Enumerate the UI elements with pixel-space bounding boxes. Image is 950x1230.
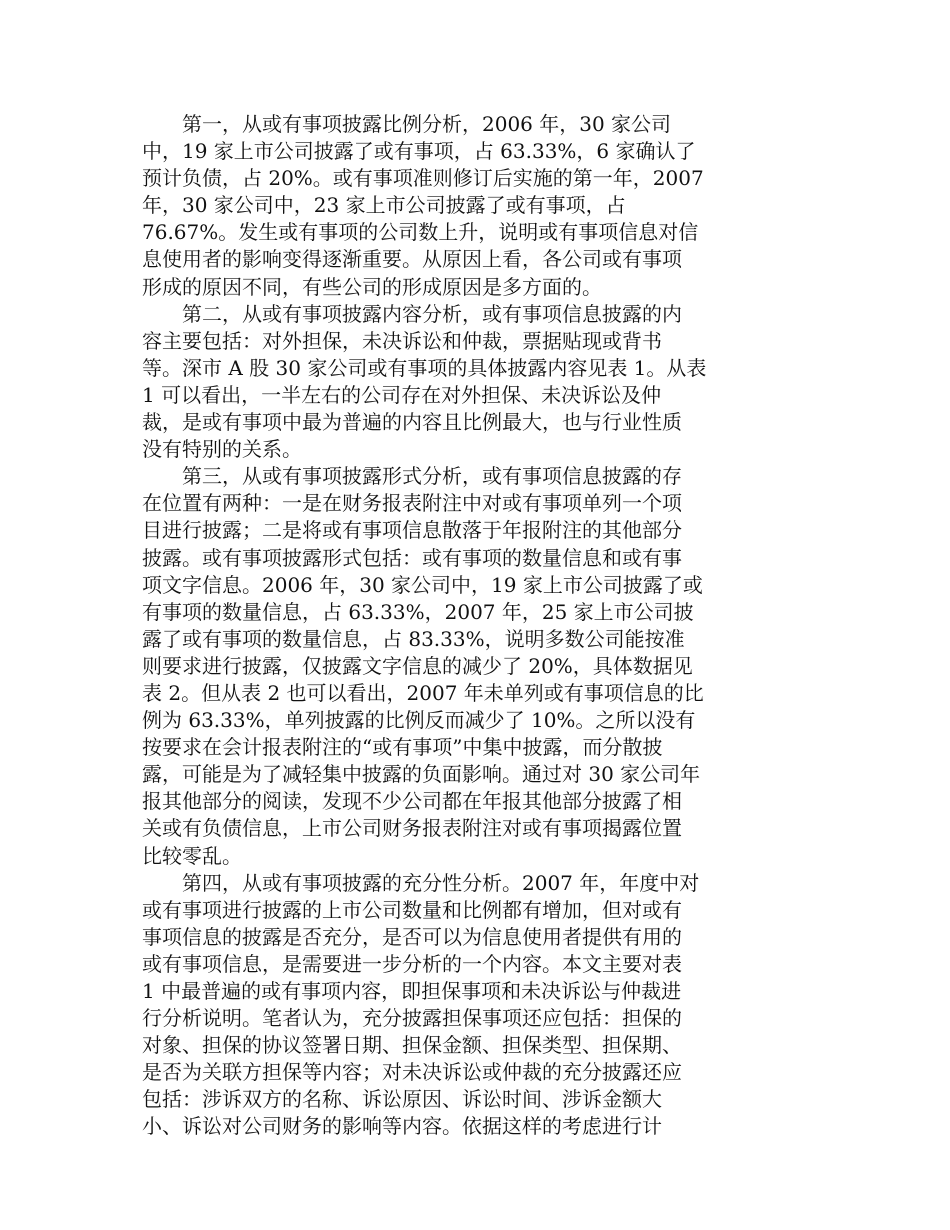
paragraph-2-line-1: 第二，从或有事项披露内容分析，或有事项信息披露的内 — [182, 301, 682, 326]
paragraph-3-line-2: 在位置有两种：一是在财务报表附注中对或有事项单列一个项 — [142, 491, 682, 516]
paragraph-1-line-3: 预计负债，占 20%。或有事项准则修订后实施的第一年，2007 — [142, 166, 704, 191]
paragraph-1-line-7: 形成的原因不同，有些公司的形成原因是多方面的。 — [142, 274, 602, 299]
paragraph-4-line-2: 或有事项进行披露的上市公司数量和比例都有增加，但对或有 — [142, 897, 682, 922]
paragraph-2-line-5: 裁，是或有事项中最为普遍的内容且比例最大，也与行业性质 — [142, 410, 682, 435]
paragraph-4-line-5: 1 中最普遍的或有事项内容，即担保事项和未决诉讼与仲裁进 — [142, 979, 682, 1003]
paragraph-3-line-3: 目进行披露；二是将或有事项信息散落于年报附注的其他部分 — [142, 518, 682, 543]
paragraph-3-line-14: 关或有负债信息，上市公司财务报表附注对或有事项揭露位置 — [142, 816, 682, 841]
paragraph-2-line-4: 1 可以看出，一半左右的公司存在对外担保、未决诉讼及仲 — [142, 382, 662, 407]
paragraph-4-line-7: 对象、担保的协议签署日期、担保金额、担保类型、担保期、 — [142, 1033, 682, 1058]
paragraph-4-line-9: 包括：涉诉双方的名称、诉讼原因、诉讼时间、涉诉金额大 — [142, 1087, 662, 1112]
paragraph-1-line-6: 息使用者的影响变得逐渐重要。从原因上看，各公司或有事项 — [142, 247, 682, 272]
paragraph-3-line-10: 例为 63.33%，单列披露的比例反而减少了 10%。之所以没有 — [142, 708, 696, 733]
paragraph-3-line-12: 露，可能是为了减轻集中披露的负面影响。通过对 30 家公司年 — [142, 762, 701, 787]
paragraph-3-line-1: 第三，从或有事项披露形式分析，或有事项信息披露的存 — [182, 464, 682, 489]
paragraph-1-line-5: 76.67%。发生或有事项的公司数上升，说明或有事项信息对信 — [142, 220, 699, 245]
body-text — [142, 111, 740, 1141]
paragraph-4-line-4: 或有事项信息，是需要进一步分析的一个内容。本文主要对表 — [142, 951, 682, 976]
paragraph-1-line-2: 中，19 家上市公司披露了或有事项，占 63.33%，6 家确认了 — [142, 139, 696, 164]
paragraph-1-line-1: 第一，从或有事项披露比例分析，2006 年，30 家公司 — [182, 112, 672, 136]
paragraph-3-line-13: 报其他部分的阅读，发现不少公司都在年报其他部分披露了相 — [142, 789, 682, 814]
paragraph-2-line-3: 等。深市 A 股 30 家公司或有事项的具体披露内容见表 1。从表 — [142, 355, 707, 380]
paragraph-3-line-11: 按要求在会计报表附注的“或有事项”中集中披露，而分散披 — [142, 735, 663, 760]
paragraph-1-line-4: 年，30 家公司中，23 家上市公司披露了或有事项，占 — [142, 193, 626, 218]
paragraph-3-line-5: 项文字信息。2006 年，30 家公司中，19 家上市公司披露了或 — [142, 572, 703, 597]
paragraph-3-line-6: 有事项的数量信息，占 63.33%，2007 年，25 家上市公司披 — [142, 599, 694, 624]
paragraph-3-line-7: 露了或有事项的数量信息，占 83.33%，说明多数公司能按准 — [142, 626, 685, 651]
paragraph-2-line-2: 容主要包括：对外担保，未决诉讼和仲裁，票据贴现或背书 — [142, 328, 662, 353]
paragraph-4-line-6: 行分析说明。笔者认为，充分披露担保事项还应包括：担保的 — [142, 1006, 682, 1031]
paragraph-2-line-6: 没有特别的关系。 — [142, 437, 302, 462]
paragraph-4-line-10: 小、诉讼对公司财务的影响等内容。依据这样的考虑进行计 — [142, 1114, 662, 1139]
paragraph-4-line-8: 是否为关联方担保等内容；对未决诉讼或仲裁的充分披露还应 — [142, 1060, 682, 1085]
paragraph-4-line-3: 事项信息的披露是否充分，是否可以为信息使用者提供有用的 — [142, 924, 682, 949]
paragraph-3-line-8: 则要求进行披露，仅披露文字信息的减少了 20%，具体数据见 — [142, 653, 693, 678]
paragraph-3-line-9: 表 2。但从表 2 也可以看出，2007 年未单列或有事项信息的比 — [142, 680, 704, 705]
paragraph-3-line-15: 比较零乱。 — [142, 843, 242, 868]
paragraph-3-line-4: 披露。或有事项披露形式包括：或有事项的数量信息和或有事 — [142, 545, 682, 570]
paragraph-4-line-1: 第四，从或有事项披露的充分性分析。2007 年，年度中对 — [182, 870, 700, 895]
